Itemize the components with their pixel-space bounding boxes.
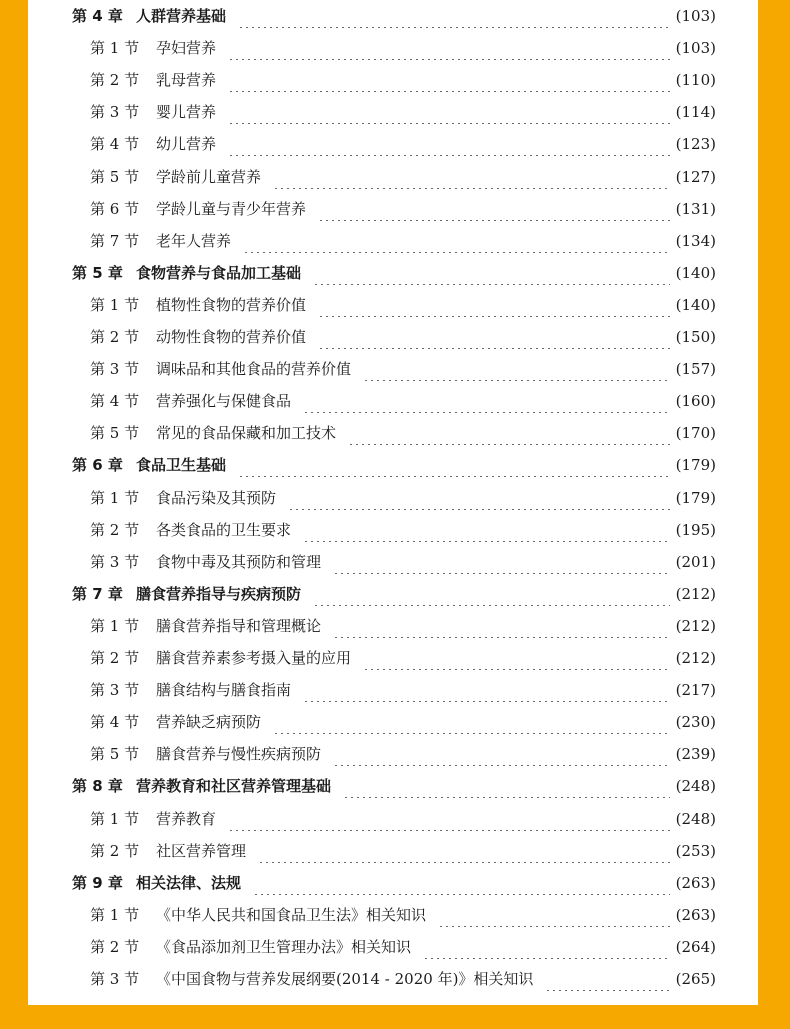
- page-number: (212): [675, 649, 716, 667]
- dot-leader: [288, 486, 670, 510]
- section-title: 婴儿营养: [156, 103, 217, 122]
- chapter-number: 第 7 章: [72, 584, 123, 603]
- section-number: 第 2 节: [90, 520, 140, 539]
- section-number: 第 1 节: [90, 295, 140, 314]
- section-title: 膳食结构与膳食指南: [156, 681, 292, 700]
- page-number: (103): [675, 39, 716, 58]
- section-number: 第 3 节: [90, 681, 140, 700]
- section-title: 调味品和其他食品的营养价值: [156, 360, 352, 379]
- section-number: 第 2 节: [90, 937, 140, 956]
- page-number: (263): [675, 905, 716, 924]
- chapter-number: 第 8 章: [72, 777, 123, 796]
- section-number: 第 1 节: [90, 488, 140, 507]
- dot-leader: [303, 389, 670, 413]
- page-number: (179): [675, 488, 716, 507]
- toc-section-row: [90, 550, 716, 574]
- chapter-number: 第 4 章: [72, 7, 123, 25]
- toc-chapter-row: [72, 582, 716, 606]
- section-number: 第 4 节: [90, 713, 140, 732]
- dot-leader: [343, 774, 670, 798]
- toc-section-row: [90, 486, 716, 510]
- section-title: 孕妇营养: [156, 39, 217, 58]
- section-title: 食品污染及其预防: [156, 488, 277, 507]
- dot-leader: [228, 36, 670, 60]
- chapter-number: 第 5 章: [72, 263, 123, 282]
- toc-section-row: [90, 967, 716, 991]
- page-number: (263): [675, 873, 716, 892]
- section-title: 膳食营养素参考摄入量的应用: [156, 649, 352, 667]
- dot-leader: [238, 453, 670, 477]
- toc-section-row: [90, 197, 716, 221]
- page-number: (150): [675, 328, 716, 346]
- page-number: (140): [675, 263, 716, 282]
- dot-leader: [363, 646, 670, 670]
- section-title: 植物性食物的营养价值: [156, 295, 307, 314]
- section-title: 膳食营养指导和管理概论: [156, 616, 322, 635]
- dot-leader: [333, 614, 670, 638]
- toc-section-row: [90, 678, 716, 702]
- section-number: 第 2 节: [90, 841, 140, 860]
- section-number: 第 3 节: [90, 103, 140, 122]
- toc-section-row: [90, 421, 716, 445]
- section-number: 第 1 节: [90, 809, 140, 828]
- page-number: (170): [675, 424, 716, 443]
- section-number: 第 5 节: [90, 424, 140, 443]
- section-title: 乳母营养: [156, 71, 217, 90]
- toc-section-row: [90, 518, 716, 542]
- dot-leader: [238, 4, 670, 28]
- dot-leader: [545, 967, 670, 991]
- section-number: 第 7 节: [90, 231, 140, 250]
- page-number: (264): [675, 937, 716, 956]
- toc-section-row: [90, 646, 716, 670]
- section-number: 第 6 节: [90, 199, 140, 218]
- dot-leader: [228, 100, 670, 124]
- dot-leader: [228, 68, 670, 92]
- dot-leader: [313, 261, 670, 285]
- toc-section-row: [90, 100, 716, 124]
- toc-section-row: [90, 132, 716, 156]
- chapter-title: 营养教育和社区营养管理基础: [136, 777, 332, 796]
- section-title: 营养教育: [156, 809, 217, 828]
- page-number: (110): [675, 71, 716, 90]
- chapter-title: 食物营养与食品加工基础: [136, 263, 302, 282]
- toc-section-row: [90, 807, 716, 831]
- dot-leader: [318, 293, 670, 317]
- section-number: 第 5 节: [90, 745, 140, 764]
- page-number: (248): [675, 777, 716, 796]
- toc-section-row: [90, 710, 716, 734]
- toc-chapter-row: [72, 774, 716, 798]
- chapter-title: 膳食营养指导与疾病预防: [136, 584, 302, 603]
- page-number: (114): [675, 103, 716, 122]
- toc-section-row: [90, 293, 716, 317]
- section-title: 《食品添加剂卫生管理办法》相关知识: [156, 937, 412, 956]
- section-title: 营养强化与保健食品: [156, 392, 292, 411]
- page-number: (212): [675, 616, 716, 635]
- section-number: 第 5 节: [90, 167, 140, 186]
- section-title: 食物中毒及其预防和管理: [156, 552, 322, 571]
- section-title: 营养缺乏病预防: [156, 713, 262, 732]
- section-title: 常见的食品保藏和加工技术: [156, 424, 337, 443]
- page-number: (140): [675, 295, 716, 314]
- toc-page: [28, 0, 758, 1005]
- page-number: (201): [675, 552, 716, 571]
- dot-leader: [318, 325, 670, 349]
- dot-leader: [303, 678, 670, 702]
- section-title: 各类食品的卫生要求: [156, 520, 292, 539]
- page-number: (134): [675, 231, 716, 250]
- toc-section-row: [90, 325, 716, 349]
- section-number: 第 3 节: [90, 970, 140, 988]
- section-number: 第 4 节: [90, 135, 140, 154]
- chapter-title: 人群营养基础: [136, 7, 227, 25]
- dot-leader: [273, 165, 670, 189]
- dot-leader: [313, 582, 670, 606]
- section-title: 动物性食物的营养价值: [156, 328, 307, 346]
- section-number: 第 3 节: [90, 552, 140, 571]
- section-title: 《中华人民共和国食品卫生法》相关知识: [156, 905, 427, 924]
- page-number: (265): [675, 970, 716, 988]
- toc-section-row: [90, 357, 716, 381]
- dot-leader: [258, 839, 670, 863]
- dot-leader: [243, 229, 670, 253]
- toc-chapter-row: [72, 4, 716, 28]
- toc-section-row: [90, 229, 716, 253]
- dot-leader: [333, 742, 670, 766]
- page-number: (131): [675, 199, 716, 218]
- section-title: 老年人营养: [156, 231, 232, 250]
- section-title: 幼儿营养: [156, 135, 217, 154]
- toc-chapter-row: [72, 261, 716, 285]
- section-number: 第 4 节: [90, 392, 140, 411]
- section-number: 第 2 节: [90, 328, 140, 346]
- dot-leader: [253, 871, 670, 895]
- toc-section-row: [90, 36, 716, 60]
- toc-section-row: [90, 165, 716, 189]
- section-title: 膳食营养与慢性疾病预防: [156, 745, 322, 764]
- dot-leader: [438, 903, 670, 927]
- toc-section-row: [90, 903, 716, 927]
- page-number: (103): [675, 7, 716, 25]
- page-number: (123): [675, 135, 716, 154]
- page-number: (212): [675, 584, 716, 603]
- page-number: (230): [675, 713, 716, 732]
- section-number: 第 1 节: [90, 616, 140, 635]
- chapter-title: 相关法律、法规: [136, 873, 242, 892]
- dot-leader: [228, 807, 670, 831]
- dot-leader: [303, 518, 670, 542]
- toc-chapter-row: [72, 871, 716, 895]
- toc-section-row: [90, 839, 716, 863]
- section-number: 第 1 节: [90, 905, 140, 924]
- dot-leader: [273, 710, 670, 734]
- toc-section-row: [90, 614, 716, 638]
- dot-leader: [333, 550, 670, 574]
- section-title: 学龄儿童与青少年营养: [156, 199, 307, 218]
- chapter-number: 第 9 章: [72, 873, 123, 892]
- chapter-number: 第 6 章: [72, 456, 123, 475]
- dot-leader: [348, 421, 670, 445]
- section-number: 第 1 节: [90, 39, 140, 58]
- chapter-title: 食品卫生基础: [136, 456, 227, 475]
- page-number: (127): [675, 167, 716, 186]
- page-number: (179): [675, 456, 716, 475]
- section-number: 第 3 节: [90, 360, 140, 379]
- toc-section-row: [90, 68, 716, 92]
- toc-section-row: [90, 389, 716, 413]
- page-number: (248): [675, 809, 716, 828]
- dot-leader: [363, 357, 670, 381]
- dot-leader: [423, 935, 670, 959]
- dot-leader: [318, 197, 670, 221]
- page-number: (195): [675, 520, 716, 539]
- section-title: 《中国食物与营养发展纲要(2014 - 2020 年)》相关知识: [156, 970, 534, 988]
- toc-chapter-row: [72, 453, 716, 477]
- page-number: (157): [675, 360, 716, 379]
- page-number: (217): [675, 681, 716, 700]
- section-number: 第 2 节: [90, 649, 140, 667]
- dot-leader: [228, 132, 670, 156]
- page-number: (160): [675, 392, 716, 411]
- page-number: (253): [675, 841, 716, 860]
- section-number: 第 2 节: [90, 71, 140, 90]
- section-title: 社区营养管理: [156, 841, 247, 860]
- page-number: (239): [675, 745, 716, 764]
- section-title: 学龄前儿童营养: [156, 167, 262, 186]
- toc-section-row: [90, 935, 716, 959]
- toc-section-row: [90, 742, 716, 766]
